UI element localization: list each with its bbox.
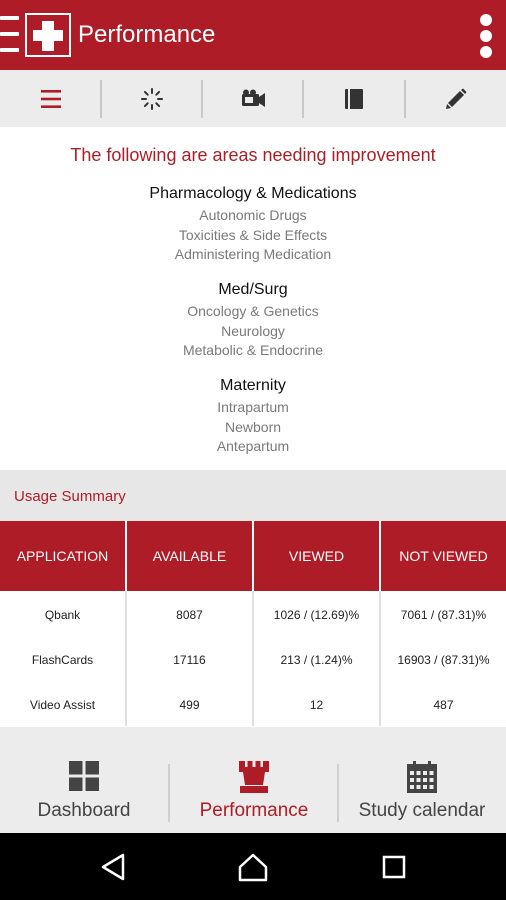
- table-cell: 17116: [173, 652, 206, 667]
- group-title: Med/Surg: [218, 281, 288, 298]
- improvement-item: Toxicities & Side Effects: [178, 226, 328, 243]
- section-toolbar: [0, 70, 506, 127]
- nav-label: Performance: [199, 800, 309, 821]
- column-header-not-viewed: NOT VIEWED: [381, 521, 506, 591]
- improvement-item: Intrapartum: [217, 399, 289, 415]
- improvement-item: Antepartum: [216, 438, 290, 454]
- rook-icon: [239, 761, 269, 798]
- group-title: Pharmacology & Medications: [149, 185, 357, 202]
- cross-logo: [25, 13, 71, 57]
- group-title: Maternity: [220, 377, 286, 394]
- column-header-viewed: VIEWED: [254, 521, 379, 591]
- overflow-menu-icon[interactable]: [477, 14, 495, 58]
- pencil-icon[interactable]: [405, 70, 506, 127]
- improvement-item: Neurology: [221, 322, 285, 339]
- improvement-group: [0, 375, 506, 457]
- table-cell: 8087: [176, 607, 203, 622]
- improvement-item: Autonomic Drugs: [199, 207, 307, 223]
- table-cell: 499: [179, 697, 200, 712]
- improvement-item: Newborn: [224, 418, 282, 435]
- table-cell: Qbank: [44, 607, 81, 622]
- usage-summary-title: Usage Summary: [14, 488, 126, 505]
- recents-icon[interactable]: [377, 850, 411, 884]
- table-cell: 7061 / (87.31)%: [400, 607, 487, 622]
- page-title: Performance: [78, 21, 216, 48]
- bottom-navigation: [0, 751, 506, 833]
- list-icon[interactable]: [0, 70, 101, 127]
- table-cell: 487: [433, 697, 454, 712]
- nav-performance[interactable]: [170, 751, 338, 833]
- improvement-item: Administering Medication: [174, 246, 332, 262]
- notebook-icon[interactable]: [303, 70, 404, 127]
- column-header-available: AVAILABLE: [127, 521, 252, 591]
- improvement-group: [0, 183, 506, 265]
- section-spacer: [0, 727, 506, 751]
- table-cell: Video Assist: [29, 697, 96, 712]
- back-icon[interactable]: [96, 850, 130, 884]
- home-icon[interactable]: [236, 850, 270, 884]
- improvement-heading: The following are areas needing improvement: [70, 145, 436, 165]
- table-cell: 213 / (1.24)%: [280, 652, 353, 667]
- calendar-icon: [407, 761, 437, 798]
- table-cell: 16903 / (87.31)%: [397, 652, 490, 667]
- improvement-item: Oncology & Genetics: [187, 303, 319, 319]
- table-cell: FlashCards: [31, 652, 94, 667]
- system-navigation-bar: [0, 833, 506, 900]
- spinner-icon[interactable]: [101, 70, 202, 127]
- nav-dashboard[interactable]: [0, 751, 168, 833]
- column-header-application: APPLICATION: [0, 521, 125, 591]
- improvement-item: Metabolic & Endocrine: [182, 342, 324, 358]
- video-camera-icon[interactable]: [202, 70, 303, 127]
- menu-icon[interactable]: [0, 14, 19, 54]
- nav-study-calendar[interactable]: [338, 751, 506, 833]
- app-bar: [0, 0, 506, 70]
- table-cell: 12: [309, 697, 324, 712]
- usage-summary-header: [0, 470, 506, 522]
- nav-label: Dashboard: [37, 800, 131, 821]
- nav-label: Study calendar: [358, 800, 486, 821]
- improvement-group: [0, 279, 506, 361]
- grid-icon: [69, 761, 99, 796]
- table-cell: 1026 / (12.69)%: [273, 607, 360, 622]
